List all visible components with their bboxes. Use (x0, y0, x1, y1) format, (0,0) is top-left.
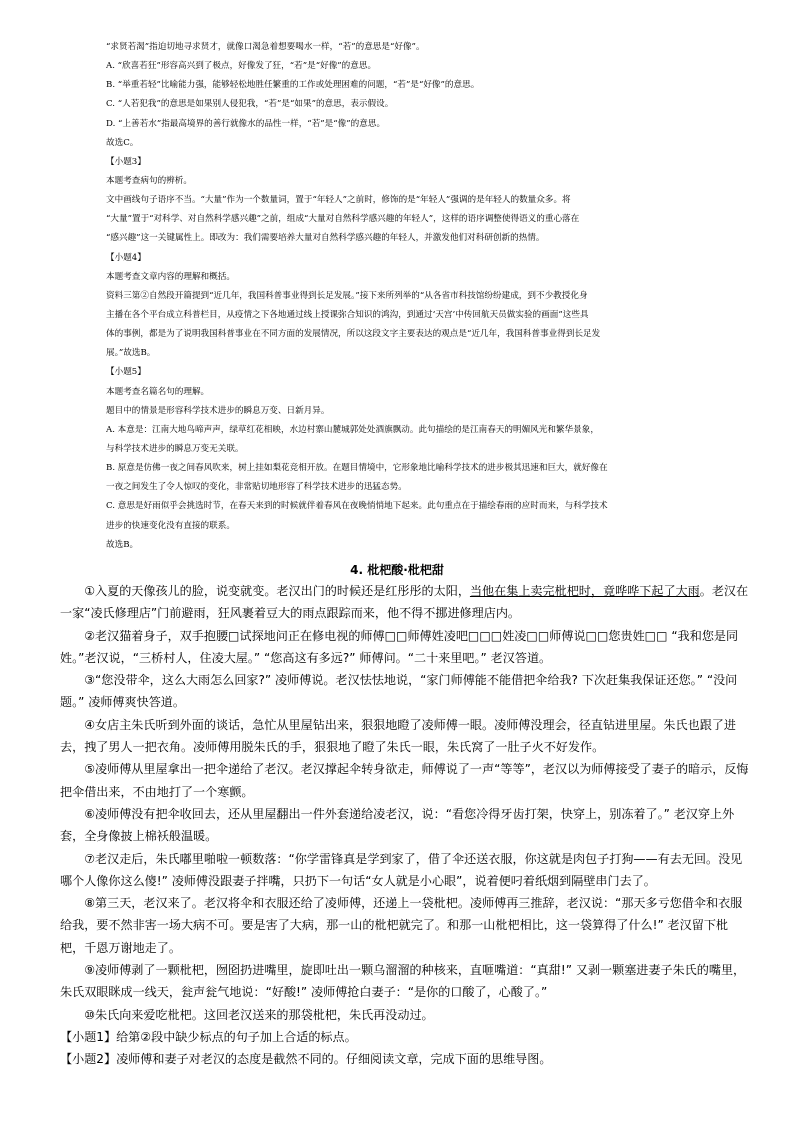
answer-analysis-section (106, 38, 721, 555)
analysis-line: 进步的快速变化没有直接的联系。 (106, 520, 235, 531)
analysis-line: C. 意思是好雨似乎会挑选时节，在春天来到的时候就伴着春风在夜晚悄悄地下起来。此句重点在于描绘春雨的应时而来，与科学技术 (106, 501, 608, 512)
story-body (60, 580, 750, 1071)
analysis-line: 本题考查文章内容的理解和概括。 (106, 271, 235, 282)
story-paragraph-3: ③“您没带伞，这么大雨怎么回家?” 凌师傅说。老汉怯怯地说，“家门师傅能不能借把伞给我? 下次赶集我保证还您。” “没问题。” 凌师傅爽快答道。 (60, 673, 738, 710)
analysis-line: 本题考查病句的辨析。 (106, 175, 192, 186)
underlined-sentence: 当他在集上卖完枇杷时，竟哗哗下起了大雨 (469, 584, 700, 598)
question-header: 【小题5】 (106, 367, 146, 378)
analysis-line: D. “上善若水”指最高境界的善行就像水的品性一样，“若”是“像”的意思。 (106, 118, 386, 129)
analysis-line: A. 本意是：江南大地鸟啼声声，绿草红花相映，水边村寨山麓城郭处处酒旗飘动。此句描绘的是江南春天的明媚风光和繁华景象， (106, 424, 599, 435)
analysis-line: “感兴趣”这一关键属性上。即改为：我们需要培养大量对自然科学感兴趣的年轻人，并激发他们对科研创新的热情。 (106, 233, 545, 244)
story-paragraph-9: ⑨凌师傅剥了一颗枇杷，囫囵扔进嘴里，旋即吐出一颗乌溜溜的种核来，直咂嘴道：“真甜!” 又剥一颗塞进妻子朱氏的嘴里，朱氏双眼眯成一线天，瓮声瓮气地说：“好酸!” 凌师傅抢白妻子：“是你的口酸了，心酸了。” (60, 963, 746, 1000)
story-paragraph-4: ④女店主朱氏听到外面的谈话，急忙从里屋钻出来，狠狠地瞪了凌师傅一眼。凌师傅没理会，径直钻进里屋。朱氏也跟了进去，拽了男人一把衣角。凌师傅用脱朱氏的手，狠狠地了瞪了朱氏一眼，朱氏窝了一肚子火不好发作。 (60, 717, 736, 755)
paragraph-text: 。老汉在一家“凌氏修理店”门前避雨，狂风裹着豆大的雨点跟踪而来，他不得不挪进修理店内。 (60, 584, 749, 621)
story-paragraph-6: ⑥凌师傅没有把伞收回去，还从里屋翻出一件外套递给凌老汉，说：“看您冷得牙齿打架，快穿上，别冻着了。” 老汉穿上外套，全身像披上棉袄般温暖。 (60, 806, 735, 844)
analysis-line: C. “人若犯我”的意思是如果别人侵犯我，“若”是“如果”的意思，表示假设。 (106, 99, 394, 110)
analysis-line: 一夜之间发生了令人惊叹的变化，非常贴切地形容了科学技术进步的迅猛态势。 (106, 482, 407, 493)
analysis-line: 体的事例，都是为了说明我国科普事业在不同方面的发展情况，所以这段文字主要表达的观点是“近几年，我国科普事业得到长足发 (106, 329, 601, 340)
analysis-line: 题目中的情景是形容科学技术进步的瞬息万变、日新月异。 (106, 405, 330, 416)
question-2: 【小题2】凌师傅和妻子对老汉的态度是截然不同的。仔细阅读文章，完成下面的思维导图。 (60, 1052, 552, 1067)
analysis-line: 本题考查名篇名句的理解。 (106, 386, 210, 397)
analysis-line: B. 原意是仿佛一夜之间春风吹来，树上挂如梨花竞相开放。在题目情境中，它形象地比喻科学技术的进步极其迅速和巨大，就好像在 (106, 463, 608, 474)
story-paragraph-8: ⑧第三天，老汉来了。老汉将伞和衣服还给了凌师傅，还递上一袋枇杷。凌师傅再三推辞，老汉说：“那天多亏您借伞和衣服给我，要不然非害一场大病不可。要是害了大病，那一山的枇杷就完了。和那一山枇杷相比，这一袋算得了什么!” 老汉留下枇杷，千恩万谢地走了。 (60, 896, 743, 955)
analysis-line: A. “欣喜若狂”形容高兴到了极点，好像发了狂，“若”是“好像”的意思。 (106, 61, 377, 72)
analysis-line: 与科学技术进步的瞬息万变无关联。 (106, 443, 244, 454)
question-header: 【小题3】 (106, 156, 146, 167)
story-paragraph-1 (60, 580, 750, 625)
paragraph-text: ①入夏的天像孩儿的脸，说变就变。老汉出门的时候还是红彤彤的太阳， (84, 584, 470, 598)
question-1: 【小题1】给第②段中缺少标点的句子加上合适的标点。 (60, 1029, 357, 1044)
analysis-line: 故选B。 (106, 539, 139, 550)
analysis-line: 主播在各个平台成立科普栏目，从疫情之下各地通过线上授课弥合知识的鸿沟，到通过‘天宫’中传回航天员做实验的画面”这些具 (106, 309, 589, 320)
analysis-line: “大量”置于“对科学、对自然科学感兴趣”之前，组成“大量对自然科学感兴趣的年轻人”，这样的语序调整使得语义的重心落在 (106, 214, 580, 225)
story-paragraph-10: ⑩朱氏向来爱吃枇杷。这回老汉送来的那袋枇杷，朱氏再没动过。 (84, 1007, 434, 1022)
story-title: 4. 枇杷酸·枇杷甜 (350, 563, 444, 577)
analysis-line: “求贤若渴”指迫切地寻求贤才，就像口渴急着想要喝水一样，“若”的意思是“好像”。 (106, 42, 425, 52)
analysis-line: 故选C。 (106, 137, 139, 148)
analysis-line: 展。”故选B。 (106, 348, 156, 359)
story-paragraph-7: ⑦老汉走后，朱氏嘟里啪啦一顿数落：“你学雷锋真是学到家了，借了伞还送衣服，你这就是肉包子打狗——有去无回。没见哪个人像你这么傻!” 凌师傅没跟妻子拌嘴，只扔下一句话“女人就是小心眼”，说着便叼着纸烟到隔壁串门去了。 (60, 851, 743, 888)
story-paragraph-2: ②老汉猫着身子，双手抱腰□试探地问正在修电视的师傅□□师傅姓凌吧□□□姓凌□□师傅说□□您贵姓□□ “我和您是同姓。”老汉说，“三桥村人，住凌大屋。” “您高这有多远?” 师傅问。“二十来里吧。” 老汉答道。 (60, 628, 739, 665)
analysis-line: 文中画线句子语序不当。“大量”作为一个数量词，置于“年轻人”之前时，修饰的是“年轻人”强调的是年轻人的数量众多。将 (106, 195, 571, 206)
analysis-line: 资料三第②自然段开篇提到“近几年，我国科普事业得到长足发展。”接下来所列举的“从各省市科技馆纷纷建成，到不少教授化身 (106, 290, 588, 301)
story-paragraph-5: ⑤凌师傅从里屋拿出一把伞递给了老汉。老汉撑起伞转身欲走，师傅说了一声“等等”，老汉以为师傅接受了妻子的暗示，反悔把伞借出来，不由地打了一个寒颤。 (60, 762, 749, 799)
question-header: 【小题4】 (106, 252, 146, 263)
analysis-line: B. “举重若轻”比喻能力强，能够轻松地胜任繁重的工作或处理困难的问题，“若”是“好像”的意思。 (106, 80, 480, 91)
